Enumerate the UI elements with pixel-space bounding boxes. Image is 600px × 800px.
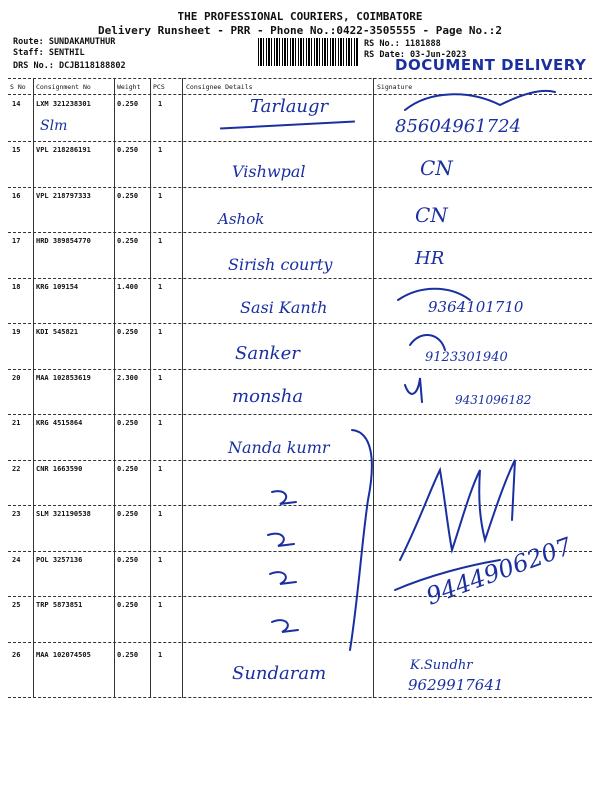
drs-label: DRS No.: DCJB118188802 (13, 61, 126, 71)
handwritten-signature: CN (420, 156, 453, 180)
row-sno: 15 (12, 146, 21, 154)
row-sno: 22 (12, 465, 21, 473)
row-consignment: CNR 1663590 (36, 465, 83, 473)
row-sno: 14 (12, 100, 21, 108)
handwritten-signer-name: K.Sundhr (410, 658, 473, 673)
handwritten-consignee: Sasi Kanth (240, 298, 328, 317)
row-pcs: 1 (158, 237, 163, 245)
handwritten-signature: 9123301940 (425, 350, 508, 365)
handwritten-consignee: Tarlaugr (250, 96, 329, 117)
row-pcs: 1 (158, 328, 163, 336)
row-weight: 0.250 (117, 328, 139, 336)
ditto-mark (272, 491, 296, 504)
handwritten-signature: 9431096182 (455, 393, 532, 407)
row-pcs: 1 (158, 465, 163, 473)
ditto-mark (272, 620, 298, 632)
handwritten-signature: 9364101710 (428, 298, 524, 316)
row-sno: 18 (12, 283, 21, 291)
row-weight: 0.250 (117, 192, 139, 200)
rs-no-label: RS No.: 1181888 (364, 39, 441, 49)
row-weight: 0.250 (117, 419, 139, 427)
row-pcs: 1 (158, 283, 163, 291)
ditto-mark (270, 572, 296, 584)
signature-swirl (405, 378, 422, 402)
row-pcs: 1 (158, 419, 163, 427)
row-consignment: KRG 4515864 (36, 419, 83, 427)
handwritten-consignee: monsha (232, 386, 304, 407)
row-consignment: MAA 102853619 (36, 374, 91, 382)
row-consignment: TRP 5873851 (36, 601, 83, 609)
handwritten-consignee: Sundaram (232, 663, 327, 684)
rs-date-label: RS Date: 03-Jun-2023 (364, 50, 467, 60)
handwritten-signature: CN (415, 203, 448, 227)
row-sno: 21 (12, 419, 21, 427)
row-weight: 0.250 (117, 237, 139, 245)
row-pcs: 1 (158, 146, 163, 154)
handwritten-consignee: Sanker (235, 343, 300, 364)
row-consignment: KRG 109154 (36, 283, 79, 291)
large-signature-number: 9444906207 (422, 532, 576, 611)
row-weight: 1.400 (117, 283, 139, 291)
column-header-pcs: PCS (153, 83, 165, 91)
handwritten-consignee: Vishwpal (232, 162, 306, 181)
row-consignment: POL 3257136 (36, 556, 83, 564)
handwritten-consignee: Nanda kumr (228, 438, 330, 457)
document-title: THE PROFESSIONAL COURIERS, COIMBATORE (177, 10, 423, 23)
row-sno: 25 (12, 601, 21, 609)
row-consignment: MAA 102074505 (36, 651, 91, 659)
handwritten-consignee: Sirish courty (228, 255, 333, 274)
row-weight: 0.250 (117, 465, 139, 473)
row-sno: 17 (12, 237, 21, 245)
row-pcs: 1 (158, 601, 163, 609)
row-sno: 23 (12, 510, 21, 518)
row-sno: 19 (12, 328, 21, 336)
row-sno: 16 (12, 192, 21, 200)
row-consignment: LXM 321238301 (36, 100, 91, 108)
row-pcs: 1 (158, 651, 163, 659)
large-signature (400, 460, 515, 560)
row-weight: 0.250 (117, 556, 139, 564)
signature-swirl (405, 91, 555, 110)
row-pcs: 1 (158, 556, 163, 564)
bracket-mark (350, 430, 372, 650)
handwritten-consignee: Ashok (218, 210, 265, 228)
column-header-sno: S No (10, 83, 26, 91)
row-weight: 0.250 (117, 601, 139, 609)
row-sno: 24 (12, 556, 21, 564)
row-pcs: 1 (158, 192, 163, 200)
row-sno: 20 (12, 374, 21, 382)
row-weight: 0.250 (117, 510, 139, 518)
handwritten-signature: 9629917641 (408, 676, 504, 694)
document-delivery-stamp: DOCUMENT DELIVERY (395, 56, 587, 74)
route-label: Route: SUNDAKAMUTHUR (13, 37, 116, 47)
row-consignment: VPL 218797333 (36, 192, 91, 200)
document-subtitle: Delivery Runsheet - PRR - Phone No.:0422-3505555 - Page No.:2 (98, 24, 502, 37)
row-weight: 0.250 (117, 651, 139, 659)
row-consignment: KDI 545821 (36, 328, 79, 336)
column-header-weight: Weight (117, 83, 141, 91)
column-header-signature: Signature (377, 83, 413, 91)
handwritten-note: Slm (40, 118, 68, 134)
column-header-consignment: Consignment No (36, 83, 91, 91)
row-weight: 0.250 (117, 146, 139, 154)
row-consignment: SLM 321190538 (36, 510, 91, 518)
handwritten-signature: 85604961724 (395, 116, 521, 137)
column-header-consignee: Consignee Details (186, 83, 253, 91)
row-pcs: 1 (158, 374, 163, 382)
signature-swirl (410, 335, 445, 350)
row-consignment: HRD 389854770 (36, 237, 91, 245)
ditto-mark (268, 534, 294, 546)
row-weight: 0.250 (117, 100, 139, 108)
row-sno: 26 (12, 651, 21, 659)
row-consignment: VPL 218286191 (36, 146, 91, 154)
row-pcs: 1 (158, 510, 163, 518)
row-weight: 2.300 (117, 374, 139, 382)
row-pcs: 1 (158, 100, 163, 108)
signature-swirl (398, 289, 470, 300)
handwritten-signature: HR (415, 248, 445, 269)
staff-label: Staff: SENTHIL (13, 48, 85, 58)
